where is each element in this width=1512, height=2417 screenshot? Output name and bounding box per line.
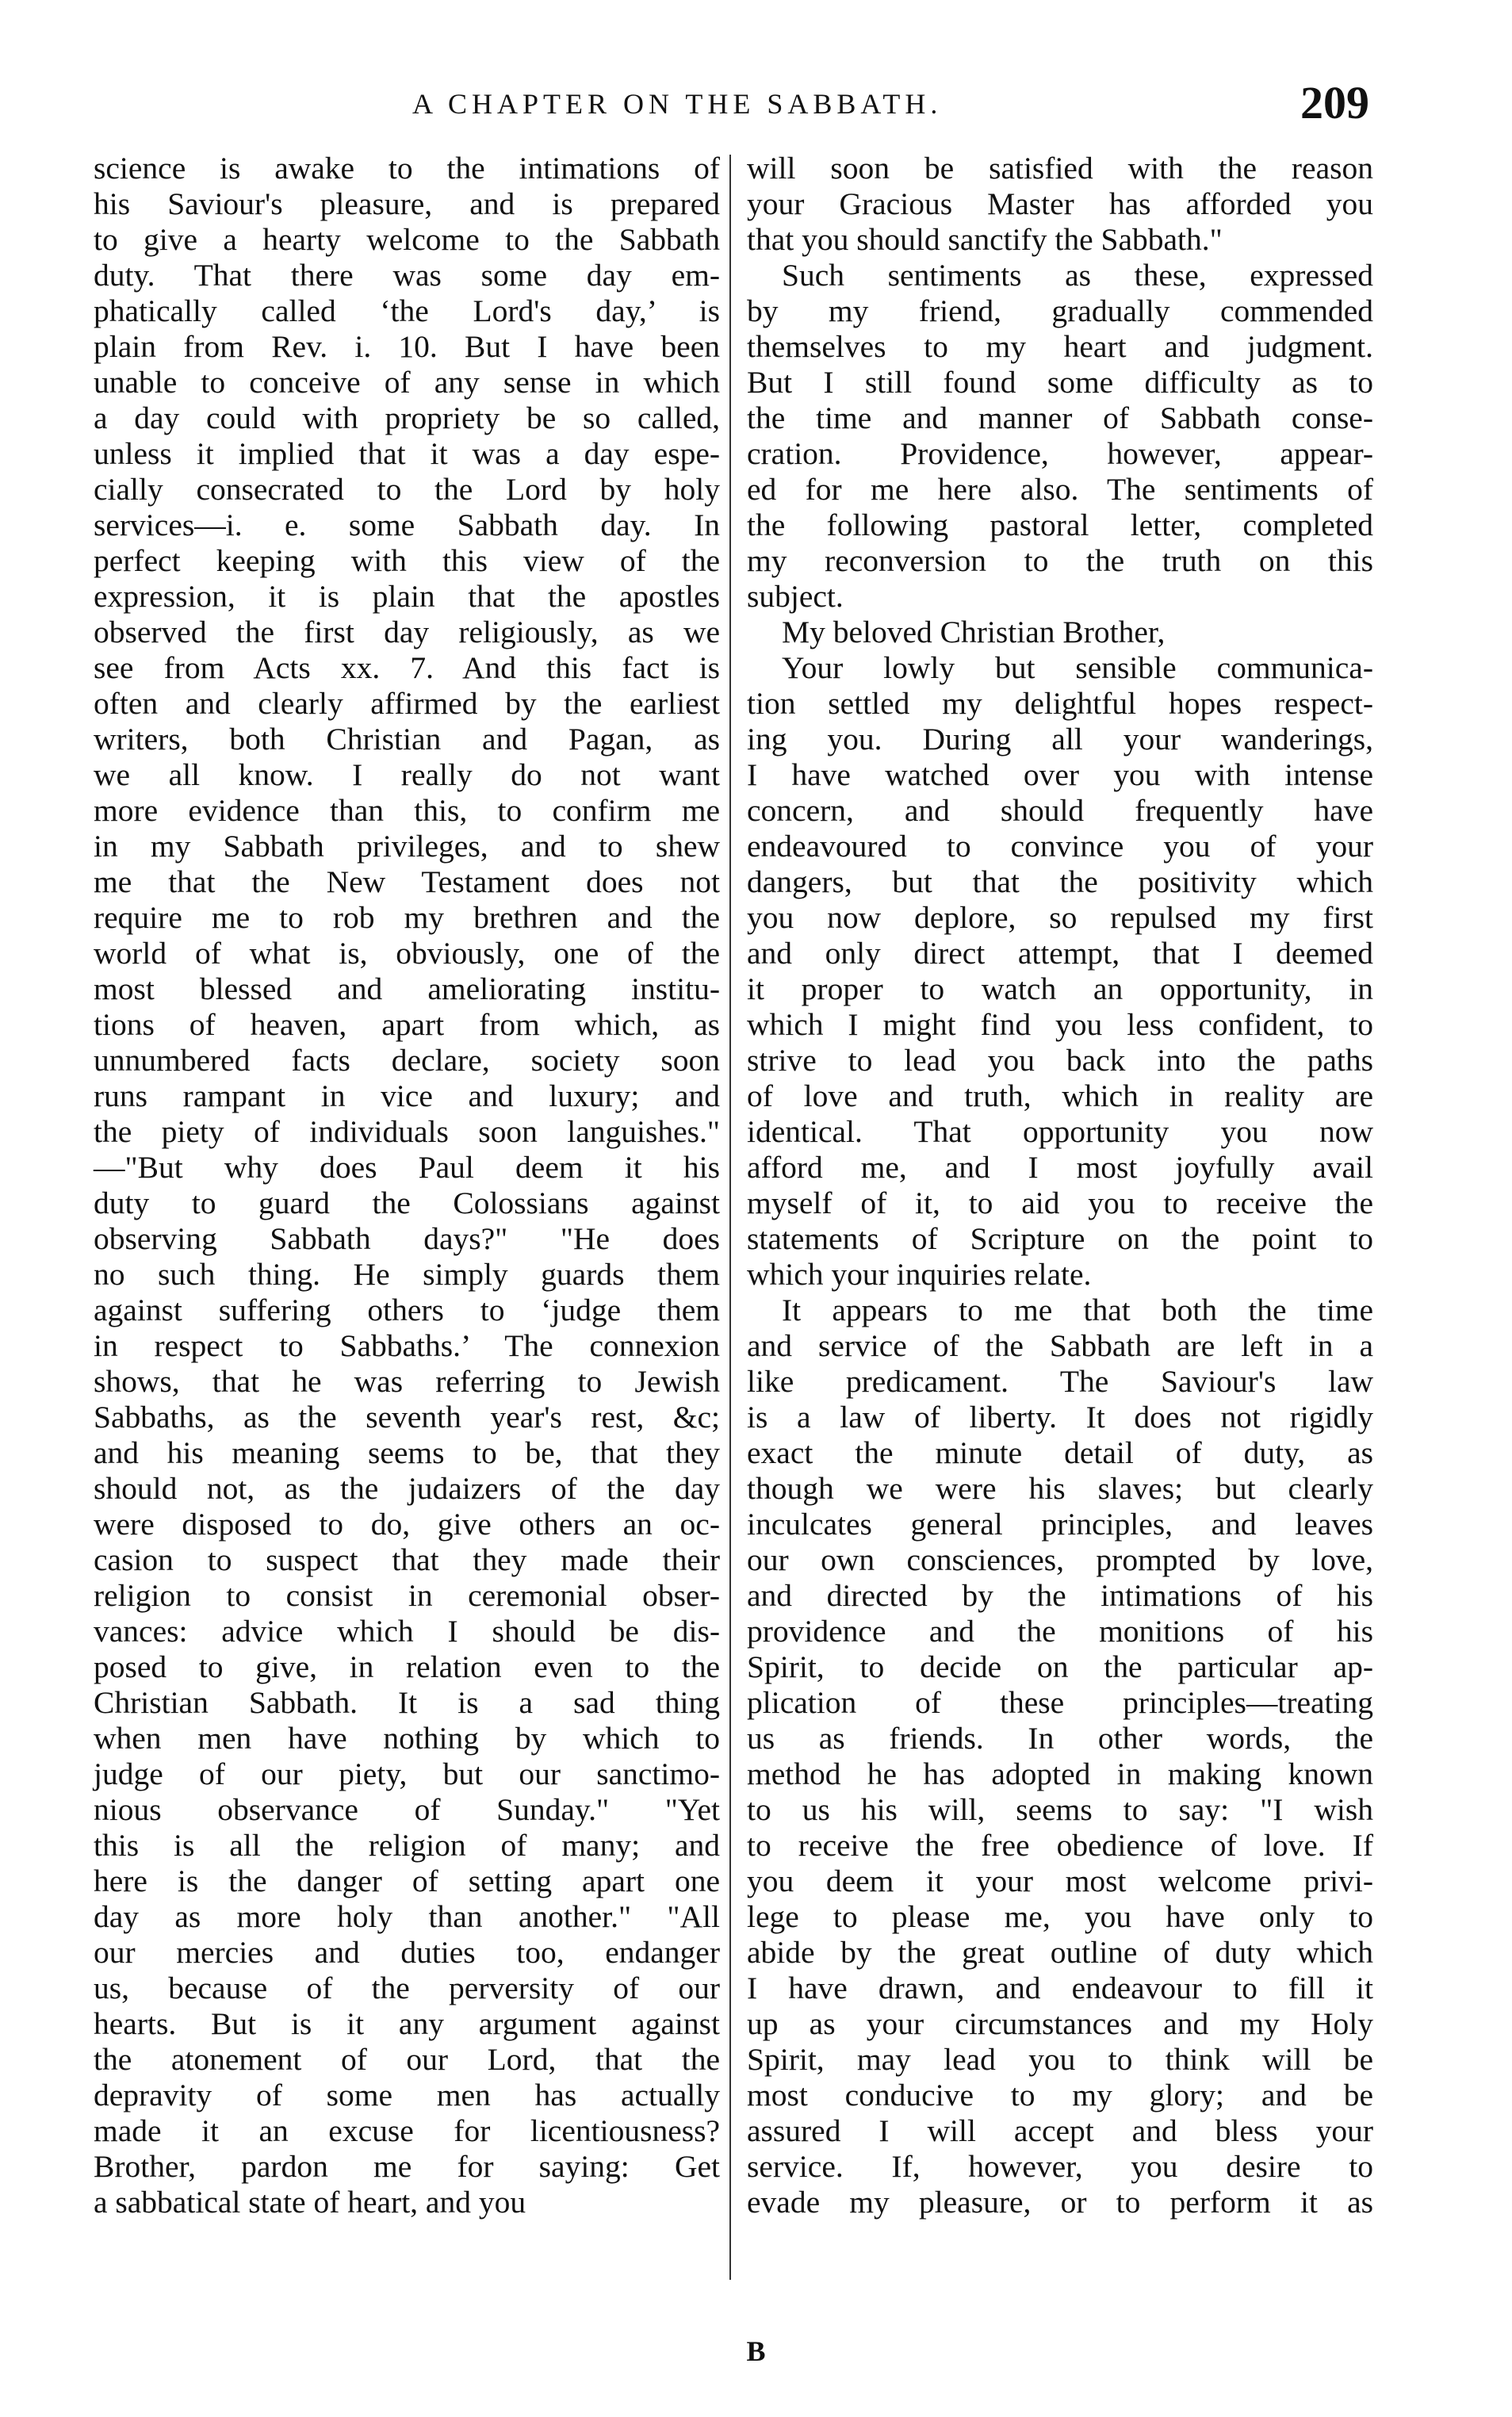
running-header <box>0 76 1512 132</box>
text-line: themselves to my heart and judgment. <box>747 329 1373 364</box>
text-line: more evidence than this, to confirm me <box>94 793 720 828</box>
right-text-column <box>747 151 1373 2220</box>
page-number: 209 <box>1300 77 1369 128</box>
text-line: you now deplore, so repulsed my first <box>747 900 1373 935</box>
text-line: method he has adopted in making known <box>747 1756 1373 1791</box>
text-line: lege to please me, you have only to <box>747 1899 1373 1934</box>
text-line: unless it implied that it was a day espe- <box>94 436 720 471</box>
text-line: and service of the Sabbath are left in a <box>747 1328 1373 1363</box>
text-line: it proper to watch an opportunity, in <box>747 971 1373 1006</box>
text-line: tions of heaven, apart from which, as <box>94 1007 720 1042</box>
text-line: you deem it your most welcome privi- <box>747 1864 1373 1898</box>
text-line: I have drawn, and endeavour to fill it <box>747 1971 1373 2005</box>
text-line: the time and manner of Sabbath conse- <box>747 400 1373 435</box>
text-line: depravity of some men has actually <box>94 2078 720 2112</box>
text-line: ing you. During all your wanderings, <box>747 722 1373 757</box>
text-line: when men have nothing by which to <box>94 1721 720 1756</box>
text-line: the piety of individuals soon languishes." <box>94 1114 720 1149</box>
text-line: my reconversion to the truth on this <box>747 543 1373 578</box>
text-line: our own consciences, prompted by love, <box>747 1542 1373 1577</box>
text-line: which I might find you less confident, to <box>747 1007 1373 1042</box>
text-line: subject. <box>747 579 844 614</box>
text-line: phatically called ‘the Lord's day,’ is <box>94 293 720 328</box>
text-line: this is all the religion of many; and <box>94 1828 720 1863</box>
text-line: judge of our piety, but our sanctimo- <box>94 1756 720 1791</box>
text-line: I have watched over you with intense <box>747 757 1373 792</box>
text-line: most blessed and ameliorating institu- <box>94 971 720 1006</box>
text-line: But I still found some difficulty as to <box>747 365 1373 400</box>
text-line: Brother, pardon me for saying: Get <box>94 2149 720 2184</box>
text-line: Spirit, may lead you to think will be <box>747 2042 1373 2077</box>
text-line: afford me, and I most joyfully avail <box>747 1150 1373 1185</box>
text-line: dangers, but that the positivity which <box>747 864 1373 899</box>
text-line: services—i. e. some Sabbath day. In <box>94 508 720 542</box>
text-line: in my Sabbath privileges, and to shew <box>94 829 720 864</box>
text-line: us, because of the perversity of our <box>94 1971 720 2005</box>
text-line: world of what is, obviously, one of the <box>94 936 720 971</box>
text-line: which your inquiries relate. <box>747 1257 1092 1292</box>
text-line: science is awake to the intimations of <box>94 151 720 186</box>
text-line: of love and truth, which in reality are <box>747 1078 1373 1113</box>
text-line: statements of Scripture on the point to <box>747 1221 1373 1256</box>
text-line: service. If, however, you desire to <box>747 2149 1373 2184</box>
text-line: perfect keeping with this view of the <box>94 543 720 578</box>
text-line: up as your circumstances and my Holy <box>747 2006 1373 2041</box>
text-line: providence and the monitions of his <box>747 1614 1373 1649</box>
text-line: religion to consist in ceremonial obser- <box>94 1578 720 1613</box>
text-line: duty. That there was some day em- <box>94 258 720 293</box>
text-line: duty to guard the Colossians against <box>94 1186 720 1220</box>
text-line: nious observance of Sunday." "Yet <box>94 1792 720 1827</box>
text-line: observing Sabbath days?" "He does <box>94 1221 720 1256</box>
text-line: often and clearly affirmed by the earliest <box>94 686 720 721</box>
text-line: vances: advice which I should be dis- <box>94 1614 720 1649</box>
text-line: a sabbatical state of heart, and you <box>94 2185 526 2220</box>
text-line: Your lowly but sensible communica- <box>782 650 1373 685</box>
text-line: the following pastoral letter, completed <box>747 508 1373 542</box>
text-line: evade my pleasure, or to perform it as <box>747 2185 1373 2220</box>
text-line: cially consecrated to the Lord by holy <box>94 472 720 507</box>
text-line: though we were his slaves; but clearly <box>747 1471 1373 1506</box>
text-line: assured I will accept and bless your <box>747 2113 1373 2148</box>
text-line: My beloved Christian Brother, <box>782 615 1166 649</box>
text-line: by my friend, gradually commended <box>747 293 1373 328</box>
text-line: most conducive to my glory; and be <box>747 2078 1373 2112</box>
text-line: unable to conceive of any sense in which <box>94 365 720 400</box>
text-line: It appears to me that both the time <box>782 1293 1373 1327</box>
text-line: hearts. But is it any argument against <box>94 2006 720 2041</box>
text-line: your Gracious Master has afforded you <box>747 186 1373 221</box>
text-line: strive to lead you back into the paths <box>747 1043 1373 1078</box>
text-line: should not, as the judaizers of the day <box>94 1471 720 1506</box>
text-line: us as friends. In other words, the <box>747 1721 1373 1756</box>
text-line: like predicament. The Saviour's law <box>747 1364 1373 1399</box>
text-line: Sabbaths, as the seventh year's rest, &c; <box>94 1400 720 1434</box>
text-line: writers, both Christian and Pagan, as <box>94 722 720 757</box>
text-line: plication of these principles—treating <box>747 1685 1373 1720</box>
text-line: inculcates general principles, and leaves <box>747 1507 1373 1542</box>
text-line: we all know. I really do not want <box>94 757 720 792</box>
text-line: to receive the free obedience of love. If <box>747 1828 1373 1863</box>
text-line: exact the minute detail of duty, as <box>747 1435 1373 1470</box>
text-line: tion settled my delightful hopes respect- <box>747 686 1373 721</box>
text-line: shows, that he was referring to Jewish <box>94 1364 720 1399</box>
text-line: no such thing. He simply guards them <box>94 1257 720 1292</box>
text-line: to give a hearty welcome to the Sabbath <box>94 222 720 257</box>
text-line: and his meaning seems to be, that they <box>94 1435 720 1470</box>
text-line: made it an excuse for licentiousness? <box>94 2113 720 2148</box>
text-line: the atonement of our Lord, that the <box>94 2042 720 2077</box>
text-line: runs rampant in vice and luxury; and <box>94 1078 720 1113</box>
text-line: myself of it, to aid you to receive the <box>747 1186 1373 1220</box>
text-line: plain from Rev. i. 10. But I have been <box>94 329 720 364</box>
signature-mark: B <box>746 2335 766 2367</box>
text-line: identical. That opportunity you now <box>747 1114 1373 1149</box>
text-line: ed for me here also. The sentiments of <box>747 472 1373 507</box>
text-line: here is the danger of setting apart one <box>94 1864 720 1898</box>
column-divider <box>729 155 731 2280</box>
text-line: were disposed to do, give others an oc- <box>94 1507 720 1542</box>
text-line: against suffering others to ‘judge them <box>94 1293 720 1327</box>
text-line: require me to rob my brethren and the <box>94 900 720 935</box>
text-line: Christian Sabbath. It is a sad thing <box>94 1685 720 1720</box>
text-line: his Saviour's pleasure, and is prepared <box>94 186 720 221</box>
text-line: concern, and should frequently have <box>747 793 1373 828</box>
text-line: our mercies and duties too, endanger <box>94 1935 720 1970</box>
text-line: see from Acts xx. 7. And this fact is <box>94 650 720 685</box>
text-line: is a law of liberty. It does not rigidly <box>747 1400 1373 1434</box>
text-line: endeavoured to convince you of your <box>747 829 1373 864</box>
text-line: cration. Providence, however, appear- <box>747 436 1373 471</box>
text-line: day as more holy than another." "All <box>94 1899 720 1934</box>
text-line: and directed by the intimations of his <box>747 1578 1373 1613</box>
text-line: and only direct attempt, that I deemed <box>747 936 1373 971</box>
text-line: to us his will, seems to say: "I wish <box>747 1792 1373 1827</box>
text-line: a day could with propriety be so called, <box>94 400 720 435</box>
running-title: A CHAPTER ON THE SABBATH. <box>412 88 943 120</box>
text-line: posed to give, in relation even to the <box>94 1649 720 1684</box>
text-line: observed the first day religiously, as we <box>94 615 720 649</box>
text-line: in respect to Sabbaths.’ The connexion <box>94 1328 720 1363</box>
text-line: that you should sanctify the Sabbath." <box>747 222 1223 257</box>
text-line: expression, it is plain that the apostles <box>94 579 720 614</box>
text-line: Such sentiments as these, expressed <box>782 258 1373 293</box>
text-line: —"But why does Paul deem it his <box>94 1150 720 1185</box>
left-text-column <box>94 151 720 2220</box>
text-line: will soon be satisfied with the reason <box>747 151 1373 186</box>
text-line: Spirit, to decide on the particular ap- <box>747 1649 1373 1684</box>
text-line: casion to suspect that they made their <box>94 1542 720 1577</box>
text-line: me that the New Testament does not <box>94 864 720 899</box>
text-line: unnumbered facts declare, society soon <box>94 1043 720 1078</box>
text-line: abide by the great outline of duty which <box>747 1935 1373 1970</box>
